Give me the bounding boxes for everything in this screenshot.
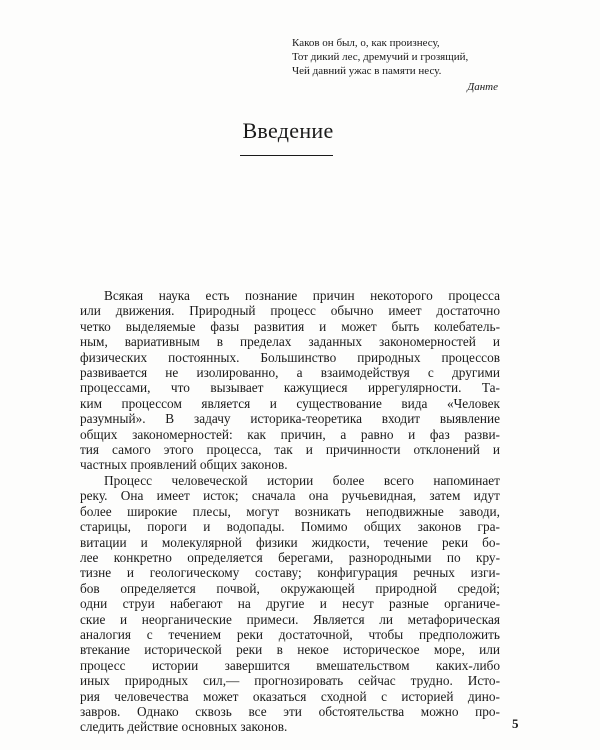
- epigraph-line: Чей давний ужас в памяти несу.: [292, 65, 442, 77]
- text-line: завров. Однако сквозь все эти обстоятельства можно про-: [80, 703, 500, 719]
- text-line: рия человечества может оказаться сходной с историей дино-: [80, 688, 500, 704]
- text-line: Процесс человеческой истории более всего напоминает: [104, 472, 500, 488]
- text-line: процесс истории завершится вмешательством каких-либо: [80, 657, 500, 673]
- epigraph-line: Каков он был, о, как произнесу,: [292, 37, 440, 49]
- text-line: бов определяется почвой, окружающей природной средой;: [80, 580, 500, 596]
- epigraph-author: Данте: [467, 81, 498, 93]
- text-line: одни струи набегают на другие и несут разные органиче-: [80, 596, 500, 612]
- text-line: развивается не изолированно, а взаимодействуя с другими: [80, 365, 500, 381]
- page-number: 5: [512, 716, 519, 731]
- epigraph-line: Тот дикий лес, дремучий и грозящий,: [292, 51, 469, 63]
- title-rule: [240, 155, 333, 156]
- paragraph-2: [80, 473, 500, 735]
- text-line: реку. Она имеет исток; сначала она ручьевидная, затем идут: [80, 488, 500, 504]
- body-text: [80, 288, 500, 735]
- text-line: ким процессом является и существование вида «Человек: [80, 395, 500, 411]
- text-line: общих закономерностей: как причин, а равно и фаз разви-: [80, 426, 500, 442]
- text-line: более широкие плесы, могут возникать неподвижные заводи,: [80, 503, 500, 519]
- text-line: ным, вариативным в пределах заданных закономерностей и: [80, 334, 500, 350]
- epigraph: [292, 36, 532, 94]
- chapter-title: Введение: [242, 118, 334, 143]
- text-line: или движения. Природный процесс обычно имеет достаточно: [80, 303, 500, 319]
- text-line: четко выделяемые фазы развития и может быть колебатель-: [80, 318, 500, 334]
- text-line: разумный». В задачу историка-теоретика входит выявление: [80, 411, 500, 427]
- text-line: Всякая наука есть познание причин некоторого процесса: [104, 288, 500, 303]
- text-line: тизне и геологическому составу; конфигурация речных изги-: [80, 565, 500, 581]
- text-line: лее конкретно определяется берегами, разнородными по кру-: [80, 549, 500, 565]
- text-line: втекание исторической реки в некое историческое море, или: [80, 642, 500, 658]
- text-line: частных проявлений общих законов.: [80, 457, 288, 473]
- text-line: процессами, что вызывает кажущиеся иррегулярности. Та-: [80, 380, 500, 396]
- text-line: аналогия с течением реки достаточной, чтобы предположить: [80, 626, 500, 642]
- text-line: следить действие основных законов.: [80, 719, 288, 735]
- paragraph-1: [80, 288, 500, 473]
- text-line: физических постоянных. Большинство природных процессов: [80, 349, 500, 365]
- text-line: иных природных сил,— прогнозировать сейчас трудно. Исто-: [80, 673, 500, 689]
- text-line: старицы, пороги и водопады. Помимо общих законов гра-: [80, 519, 500, 535]
- text-line: витации и молекулярной физики жидкости, течение реки бо-: [80, 534, 500, 550]
- text-line: тия самого этого процесса, так и причинности отклонений и: [80, 442, 500, 458]
- text-line: ские и неорганические примеси. Является ли метафорическая: [80, 611, 500, 627]
